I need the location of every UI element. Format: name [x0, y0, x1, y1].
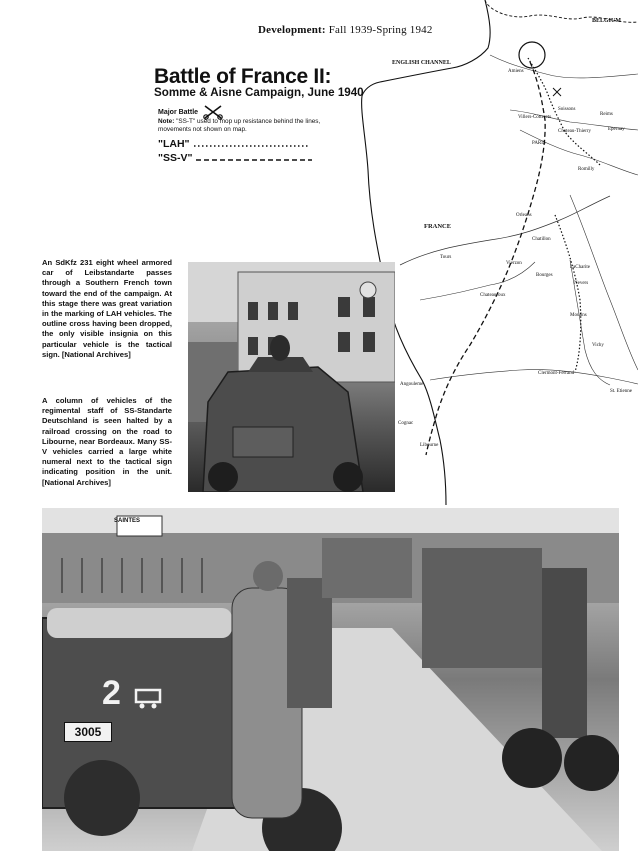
city-st-etienne: St. Etienne — [610, 389, 632, 394]
city-villers: Villers-Cotterets — [518, 115, 552, 120]
city-epernay: Epernay — [608, 127, 625, 132]
legend-ssv-label: "SS-V" — [158, 152, 193, 164]
city-lacharite: LaCharite — [570, 265, 590, 270]
dashed-line-icon — [194, 154, 314, 162]
dotted-line-icon — [192, 140, 312, 148]
city-amiens: Amiens — [508, 69, 524, 74]
header-period: Fall 1939-Spring 1942 — [328, 24, 433, 36]
city-chateau-thierry: Chateau-Thierry — [558, 129, 592, 134]
tactical-sign-icon — [134, 686, 166, 710]
river-dordogne — [430, 369, 638, 384]
header-label: Development: — [258, 24, 326, 36]
city-cognac: Cognac — [398, 421, 414, 426]
battle-icon — [553, 88, 561, 96]
city-angouleme: Angouleme — [400, 382, 424, 387]
city-chateauroux: Chateauroux — [480, 293, 506, 298]
city-vichy: Vichy — [592, 343, 604, 348]
city-soissons: Soissons — [558, 107, 576, 112]
city-moulins: Moulins — [570, 313, 587, 318]
road-sign: SAINTES — [114, 518, 141, 524]
city-vierzon: Vierzon — [506, 261, 522, 266]
city-romilly: Romilly — [578, 167, 595, 172]
map-label-channel: ENGLISH CHANNEL — [392, 60, 451, 66]
photo-armored-car — [188, 262, 395, 492]
city-chatillon: Chatillon — [532, 237, 551, 242]
caption-armored-car: An SdKfz 231 eight wheel armored car of Leibstandarte passes through a Southern French town toward the end of the campaign. At this stage there was great variation in the marking of LAH vehicles. The outline cross having been dropped, the only visible insignia on this particular vehicle is the tactical sign. [National Archives] — [42, 258, 172, 359]
map-label-france: FRANCE — [424, 223, 452, 230]
map-label-belgium: BELGIUM — [592, 18, 622, 24]
river-loire — [400, 196, 610, 265]
city-paris: PARIS — [532, 141, 546, 146]
lah-route-south — [555, 215, 581, 372]
city-nevers: Nevers — [574, 281, 589, 286]
legend-lah — [158, 138, 312, 150]
caption-vehicle-column: A column of vehicles of the regimental staff of SS-Standarte Deutschland is seen halted by a railroad crossing on the road to Libourne, near Bordeaux. Many SS-V vehicles carried a large white numeral next to the tactical sign indicating position in the unit. [National Archives] — [42, 396, 172, 487]
city-libourne: Libourne — [420, 443, 439, 448]
river-cher — [420, 262, 535, 300]
armored-car-image — [188, 262, 395, 492]
city-clermont: Clermont-Ferrand — [538, 371, 575, 376]
legend-lah-label: "LAH" — [158, 138, 190, 150]
city-bourges: Bourges — [536, 273, 553, 278]
campaign-map — [360, 0, 638, 505]
city-tours: Tours — [440, 255, 452, 260]
legend-ssv — [158, 152, 314, 164]
river-somme — [490, 55, 638, 78]
vehicle-numeral: 2 — [102, 674, 121, 712]
legend-note — [158, 118, 348, 134]
note-text: "SS-T" used to mop up resistance behind the lines, movements not shown on map. — [158, 118, 321, 133]
page-title: Battle of France II: — [154, 65, 332, 88]
city-reims: Reims — [600, 112, 613, 117]
page-subtitle: Somme & Aisne Campaign, June 1940 — [154, 86, 364, 99]
photo-vehicle-column — [42, 508, 619, 851]
city-orleans: Orleans — [516, 213, 532, 218]
vehicle-column-image — [42, 508, 619, 851]
note-label: Note: — [158, 118, 175, 125]
legend-major-battle-label: Major Battle — [158, 108, 199, 116]
license-plate: 3005 — [64, 722, 112, 742]
